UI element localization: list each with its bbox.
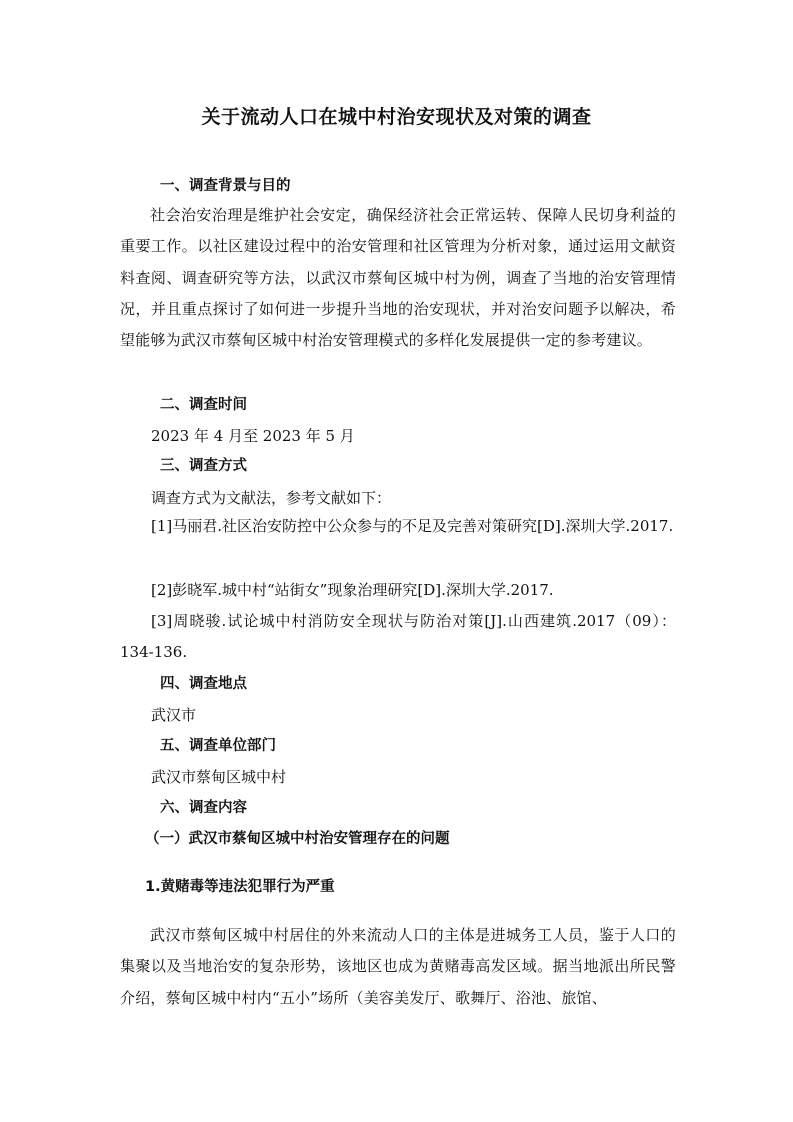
section-body-method: 调查方式为文献法，参考文献如下： [151, 489, 392, 507]
section-body-location: 武汉市 [151, 706, 197, 724]
section-heading-unit: 五、调查单位部门 [160, 738, 276, 754]
section-heading-content: 六、调查内容 [160, 800, 247, 816]
reference-item: [2]彭晓军.城中村“站街女”现象治理研究[D].深圳大学.2017. [151, 581, 554, 599]
section-heading-background: 一、调查背景与目的 [160, 178, 291, 194]
document-title: 关于流动人口在城中村治安现状及对策的调查 [201, 106, 592, 128]
section-body-time: 2023 年 4 月至 2023 年 5 月 [151, 427, 355, 445]
item-heading: 1.黄赌毒等违法犯罪行为严重 [145, 879, 335, 895]
section-body-unit: 武汉市蔡甸区城中村 [151, 768, 287, 786]
reference-item: [1]马丽君.社区治安防控中公众参与的不足及完善对策研究[D].深圳大学.2017. [151, 517, 674, 535]
reference-item: [3]周晓骏.试论城中村消防安全现状与防治对策[J].山西建筑.2017（09）：134-136. [120, 612, 676, 661]
item-body: 武汉市蔡甸区城中村居住的外来流动人口的主体是进城务工人员，鉴于人口的集聚以及当地治安的复杂形势，该地区也成为黄赌毒高发区域。据当地派出所民警介绍，蔡甸区城中村内“五小”场所（美容美发厅、歌舞厅、浴池、旅馆、 [120, 926, 676, 1007]
section-heading-time: 二、调查时间 [160, 397, 247, 413]
section-heading-location: 四、调查地点 [160, 676, 247, 692]
section-heading-method: 三、调查方式 [160, 458, 247, 474]
subsection-heading: （一）武汉市蔡甸区城中村治安管理存在的问题 [145, 831, 450, 847]
section-body-background: 社会治安治理是维护社会安定，确保经济社会正常运转、保障人民切身利益的重要工作。以社区建设过程中的治安管理和社区管理为分析对象，通过运用文献资料查阅、调查研究等方法，以武汉市蔡甸区城中村为例，调查了当地的治安管理情况，并且重点探讨了如何进一步提升当地的治安现状，并对治安问题予以解决，希望能够为武汉市蔡甸区城中村治安管理模式的多样化发展提供一定的参考建议。 [120, 206, 676, 350]
